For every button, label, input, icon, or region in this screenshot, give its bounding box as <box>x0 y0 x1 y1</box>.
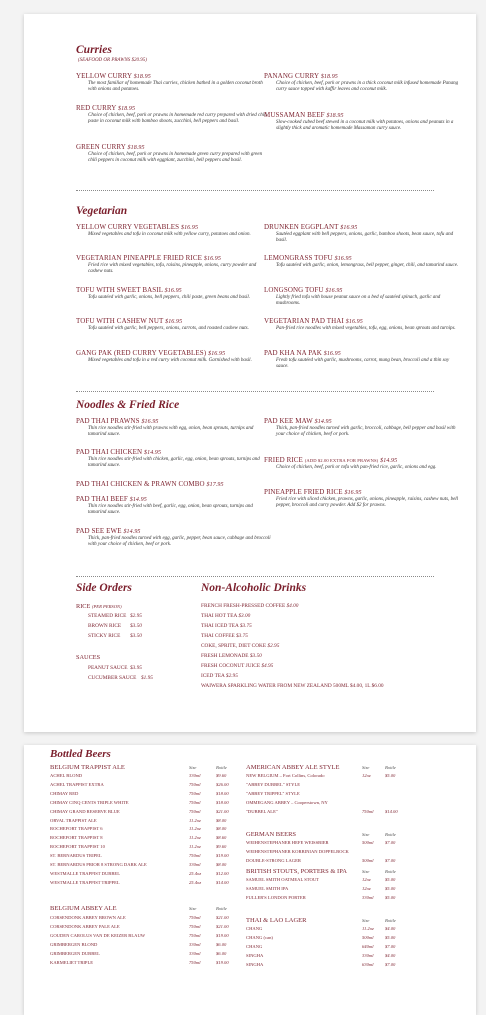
side-cucumber-sauce: CUCUMBER SAUCE <box>88 675 137 681</box>
beer-name: SAMUEL SMITH OATMEAL STOUT <box>246 877 319 882</box>
beer-price: $7.00 <box>385 961 396 967</box>
beer-name: ROCHEFORT TRAPPIST 8 <box>50 835 103 841</box>
beer-price: $5.00 <box>385 773 396 778</box>
beer-size: 25.4oz <box>189 870 202 876</box>
section-title-vegetarian: Vegetarian <box>76 205 128 217</box>
dish-fried-rice: FRIED RICE (ADD $2.00 EXTRA FOR PRAWNS) $14.95 Choice of chicken, beef, pork or tofu with pan-fried rice, garlic, onions and egg. <box>264 456 437 470</box>
beer-size: 11.2oz <box>189 844 201 850</box>
beer-size: 12oz <box>362 773 371 778</box>
beer-price: $18.00 <box>216 799 229 805</box>
beer-size: 12oz <box>362 885 371 891</box>
beer-size: 11.2oz <box>189 835 201 841</box>
beer-size: 330ml <box>362 894 374 900</box>
beer-price: $12.00 <box>216 870 229 876</box>
beer-price: $19.00 <box>216 853 229 859</box>
dish-vegetarian-pad-thai: VEGETARIAN PAD THAI $16.95 Pan-fried rice noodles with mixed vegetables, tofu, egg, onions, bean sprouts and turnips. <box>264 317 456 331</box>
bottle-column-label: Bottle <box>385 869 396 874</box>
beer-size: 750ml <box>189 853 201 859</box>
drink-item: FRENCH FRESH-PRESSED COFFEE $4.00 <box>201 603 299 609</box>
beer-name: CHIMAY RED <box>50 790 79 796</box>
beer-size: 750ml <box>189 932 201 938</box>
beer-name: WESTMALLE TRAPPIST DUBBEL <box>50 870 121 876</box>
drink-item: FRESH COCONUT JUICE $4.95 <box>201 663 274 669</box>
beer-size: 11.2oz <box>362 926 374 931</box>
side-brown-rice-price: $3.50 <box>130 623 142 629</box>
curries-subtitle: (SEAFOOD OR PRAWNS $20.95) <box>78 58 147 63</box>
beer-size: 25.4oz <box>189 879 202 885</box>
bottle-column-label: Bottle <box>385 832 396 837</box>
section-title-side-orders: Side Orders <box>76 582 132 594</box>
dish-drunken-eggplant: DRUNKEN EGGPLANT $16.95 Sautéed eggplant with bell peppers, onions, garlic, bamboo shoots, bean sauce, tofu and basil. <box>264 223 454 244</box>
beer-name: ROCHEFORT TRAPPIST 6 <box>50 826 103 832</box>
beer-name: "DUBBEL ALE" <box>246 808 278 814</box>
beer-size: 750ml <box>189 781 201 787</box>
beer-name: "ABBEY DUBBEL" STYLE <box>246 781 301 787</box>
dish-yellow-curry: YELLOW CURRY $18.95 The most familiar of homemade Thai curries, chicken bathed in a golden coconut broth with onions and potatoes. <box>76 72 263 93</box>
beer-size: 750ml <box>189 790 201 796</box>
beer-size: 630ml <box>362 961 374 967</box>
beer-name: ACHEL TRAPPIST EXTRA <box>50 781 104 787</box>
bottle-column-label: Bottle <box>385 918 396 923</box>
size-column-label: Size <box>362 765 370 770</box>
beer-price: $19.00 <box>216 932 229 938</box>
beer-name: CORSENDONK ABBEY PALE ALE <box>50 923 120 929</box>
dish-pad-see-ewe: PAD SEE EWE $14.95 Thick, pan-fried noodles turned with egg, garlic, pepper, bean sauce, cabbage and broccoli with your choice of chicken, beef or pork. <box>76 527 271 548</box>
beer-name: CORSENDONK ABBEY BROWN ALE <box>50 915 126 920</box>
beer-name: GRIMBERGEN DUBBEL <box>50 950 100 956</box>
beer-size: 500ml <box>362 857 374 863</box>
beer-price: $8.00 <box>216 826 227 832</box>
beer-name: CHANG <box>246 926 263 931</box>
beer-size: 500ml <box>362 840 374 845</box>
size-column-label: Size <box>362 869 370 874</box>
beer-name: ROCHEFORT TRAPPIST 10 <box>50 844 105 850</box>
size-column-label: Size <box>362 832 370 837</box>
beer-price: $7.00 <box>385 840 396 845</box>
dish-tofu-cashew-nut: TOFU WITH CASHEW NUT $16.95 Tofu sautéed with garlic, bell peppers, onions, carrots, and roasted cashew nuts. <box>76 317 249 331</box>
beer-size: 500ml <box>362 934 374 940</box>
beer-price: $19.00 <box>216 959 229 965</box>
beer-price: $21.00 <box>216 923 229 929</box>
beer-price: $4.00 <box>385 952 396 958</box>
drink-item: THAI HOT TEA $3.00 <box>201 613 251 619</box>
dish-pad-kha-na-pak: PAD KHA NA PAK $16.95 Fresh tofu sautéed with garlic, mushrooms, carrot, mung bean, broccoli and a thin soy sauce. <box>264 349 450 370</box>
beer-name: WESTMALLE TRAPPIST TRIPPEL <box>50 879 120 885</box>
beer-size: 750ml <box>189 923 201 929</box>
beer-name: NEW BELGIUM – Fort Collins, Colorado <box>246 773 325 778</box>
beer-price: $14.00 <box>216 879 229 885</box>
side-sticky-rice: STICKY RICE <box>88 633 121 639</box>
beer-size: 330ml <box>189 773 201 778</box>
dish-yellow-curry-vegetables: YELLOW CURRY VEGETABLES $16.95 Mixed vegetables and tofu in coconut milk with yellow curry, potatoes and onion. <box>76 223 251 237</box>
side-sticky-rice-price: $3.50 <box>130 633 142 639</box>
beer-price: $5.00 <box>385 885 396 891</box>
dish-pineapple-fried-rice: PINEAPPLE FRIED RICE $16.95 Fried rice with sliced chicken, prawns, garlic, onions, pineapple, raisins, cashew nuts, bell pepper, broccoli and curry powder. Add $2 for prawns. <box>264 488 459 509</box>
size-column-label: Size <box>189 906 197 911</box>
beer-name: SINGHA <box>246 961 264 967</box>
divider <box>76 576 434 577</box>
beer-name: ACHEL BLOND <box>50 773 83 778</box>
beer-price: $9.60 <box>216 844 227 850</box>
dish-green-curry: GREEN CURRY $18.95 Choice of chicken, beef, pork or prawns in homemade green curry prepared with green chili peppers in coconut milk with eggplant, zucchini, bell peppers and basil. <box>76 143 263 164</box>
menu-page-beers <box>24 745 476 1015</box>
section-title-drinks: Non-Alcoholic Drinks <box>201 582 307 594</box>
section-title-curries: Curries <box>76 44 112 56</box>
bottle-column-label: Bottle <box>385 765 396 770</box>
beer-size: 330ml <box>189 941 201 947</box>
dish-pad-thai-beef: PAD THAI BEEF $14.95 Thin rice noodles stir-fried with beef, garlic, egg, onion, bean sprouts, turnips and tamarind sauce. <box>76 495 253 516</box>
dish-lemongrass-tofu: LEMONGRASS TOFU $16.95 Tofu sautéed with garlic, onion, lemongrass, bell pepper, ginger, chili, and tamarind sauce. <box>264 254 459 268</box>
drink-item: WAIWERA SPARKLING WATER FROM NEW ZEALAND 500ML $4.00, 1L $6.00 <box>201 683 384 689</box>
beer-name: ST. BERNARDUS PRIOR 8 STRONG DARK ALE <box>50 862 147 867</box>
side-steamed-rice-price: $2.95 <box>130 613 142 619</box>
side-steamed-rice: STEAMED RICE <box>88 613 127 619</box>
beer-name: GRIMBERGEN BLOND <box>50 941 98 947</box>
beer-size: 750ml <box>189 799 201 805</box>
beer-size: 640ml <box>362 943 374 949</box>
beer-heading-german: GERMAN BEERS <box>246 831 297 838</box>
beer-name: DOUBLE-STRONG LAGER <box>246 857 301 863</box>
divider <box>76 190 434 191</box>
beer-price: $8.00 <box>216 862 227 867</box>
beer-name: CHANG <box>246 943 263 949</box>
dish-gang-pak: GANG PAK (RED CURRY VEGETABLES) $16.95 Mixed vegetables and tofu in a red curry with coconut milk. Garnished with basil. <box>76 349 252 363</box>
beer-price: $7.00 <box>385 857 396 863</box>
beer-price: $21.00 <box>216 915 229 920</box>
size-column-label: Size <box>362 918 370 923</box>
beer-heading-british: BRITISH STOUTS, PORTERS & IPA <box>246 868 347 875</box>
side-peanut-sauce: PEANUT SAUCE <box>88 665 128 671</box>
beer-heading-thai-lao: THAI & LAO LAGER <box>246 917 307 924</box>
dish-pad-thai-combo: PAD THAI CHICKEN & PRAWN COMBO $17.95 <box>76 480 224 488</box>
beer-size: 750ml <box>189 959 201 965</box>
dish-pad-thai-chicken: PAD THAI CHICKEN $14.95 Thin rice noodles stir-fried with chicken, garlic, egg, onion, bean sprouts, turnips and tamarind sauce. <box>76 448 260 469</box>
beer-name: CHANG (can) <box>246 934 273 940</box>
beer-name: OMMEGANG ABBEY – Cooperstown, NY <box>246 799 328 805</box>
side-brown-rice: BROWN RICE <box>88 623 122 629</box>
beer-heading-belgium-abbey: BELGIUM ABBEY ALE <box>50 905 117 912</box>
beer-size: 330ml <box>189 950 201 956</box>
rice-label: RICE (PER PERSON) <box>76 603 122 610</box>
beer-size: 12oz <box>362 877 371 882</box>
dish-panang-curry: PANANG CURRY $18.95 Choice of chicken, beef, pork or prawns in a thick coconut milk infused homemade Panang curry sauce topped with kaffir leaves and coconut milk. <box>264 72 459 93</box>
beer-name: "ABBEY TRIPPEL" STYLE <box>246 790 300 796</box>
beer-name: ST. BERNARDUS TRIPEL <box>50 853 102 859</box>
dish-pad-thai-prawns: PAD THAI PRAWNS $16.95 Thin rice noodles stir-fried with prawns with egg, onion, bean sprouts, turnips and tamarind sauce. <box>76 417 254 438</box>
size-column-label: Size <box>189 765 197 770</box>
beer-name: SINGHA <box>246 952 264 958</box>
beer-name: WEIHENSTEPHANER KORBINIAN DOPPELBOCK <box>246 848 349 854</box>
beer-size: 11.2oz <box>189 817 201 823</box>
section-title-bottled-beers: Bottled Beers <box>50 748 111 760</box>
drink-item: THAI ICED TEA $3.75 <box>201 623 252 629</box>
side-peanut-sauce-price: $3.95 <box>130 665 142 671</box>
beer-size: 330ml <box>362 952 374 958</box>
drink-item: FRESH LEMONADE $3.50 <box>201 653 262 659</box>
beer-size: 750ml <box>189 915 201 920</box>
beer-price: $26.00 <box>216 781 229 787</box>
beer-name: KARMELIET TRIPLE <box>50 959 94 965</box>
beer-name: SAMUEL SMITH IPA <box>246 885 289 891</box>
beer-name: WEIHENSTEPHANER HEFE WEISSBIER <box>246 840 329 845</box>
dish-red-curry: RED CURRY $18.95 Choice of chicken, beef, pork or prawns in homemade red curry prepared with dried chili paste in coconut milk with bamboo shoots, zucchini, bell peppers and basil. <box>76 104 267 125</box>
dish-tofu-sweet-basil: TOFU WITH SWEET BASIL $16.95 Tofu sautéed with garlic, onions, bell peppers, chili paste, green beans and basil. <box>76 286 250 300</box>
side-cucumber-sauce-price: $1.95 <box>141 675 153 681</box>
dish-pad-kee-maw: PAD KEE MAW $14.95 Thick, pan-fried noodles turned with garlic, broccoli, cabbage, bell pepper and basil with your choice of chicken, beef or pork. <box>264 417 456 438</box>
beer-size: 750ml <box>362 808 374 814</box>
beer-name: CHIMAY CINQ CENTS TRIPLE WHITE <box>50 799 129 805</box>
beer-price: $14.00 <box>385 808 398 814</box>
beer-price: $5.00 <box>385 934 396 940</box>
drink-item: COKE, SPRITE, DIET COKE $2.95 <box>201 643 280 649</box>
beer-price: $8.60 <box>216 835 227 841</box>
beer-size: 330ml <box>189 862 201 867</box>
beer-price: $6.00 <box>216 941 227 947</box>
bottle-column-label: Bottle <box>216 765 227 770</box>
beer-price: $9.60 <box>216 773 227 778</box>
beer-name: ORVAL TRAPPIST ALE <box>50 817 97 823</box>
bottle-column-label: Bottle <box>216 906 227 911</box>
drink-item: THAI COFFEE $3.75 <box>201 633 248 639</box>
dish-mussaman-beef: MUSSAMAN BEEF $18.95 Slow-cooked cubed beef stewed in a coconut milk with potatoes, onions and peanuts in a slightly thick and aromatic homemade Massaman curry sauce. <box>264 111 454 132</box>
beer-name: CHIMAY GRAND RESERVE BLUE <box>50 808 120 814</box>
beer-price: $6.00 <box>216 950 227 956</box>
beer-price: $8.00 <box>216 817 227 823</box>
dish-longsong-tofu: LONGSONG TOFU $16.95 Lightly fried tofu with house peanut sauce on a bed of sautéed spinach, garlic and mushrooms. <box>264 286 441 307</box>
beer-price: $5.00 <box>385 877 396 882</box>
beer-size: 11.2oz <box>189 826 201 832</box>
beer-price: $4.00 <box>385 926 396 931</box>
beer-price: $18.00 <box>216 790 229 796</box>
beer-price: $21.00 <box>216 808 229 814</box>
sauces-label: SAUCES <box>76 654 101 661</box>
dish-veg-pineapple-fried-rice: VEGETARIAN PINEAPPLE FRIED RICE $16.95 Fried rice with mixed vegetables, tofu, raisins, pineapple, onions, curry powder and cashew nuts. <box>76 254 257 275</box>
section-title-noodles: Noodles & Fried Rice <box>76 399 180 411</box>
drink-item: ICED TEA $2.95 <box>201 673 238 679</box>
beer-size: 750ml <box>189 808 201 814</box>
beer-price: $5.00 <box>385 894 396 900</box>
divider <box>76 391 434 392</box>
beer-price: $7.00 <box>385 943 396 949</box>
menu-page-food <box>24 14 476 732</box>
beer-name: FULLER'S LONDON PORTER <box>246 894 306 900</box>
beer-name: GOUDEN CAROLUS VAN DE KEIZER BLAUW <box>50 932 146 938</box>
beer-heading-american-abbey: AMERICAN ABBEY ALE STYLE <box>246 764 340 771</box>
beer-heading-belgium-trappist: BELGIUM TRAPPIST ALE <box>50 764 125 771</box>
